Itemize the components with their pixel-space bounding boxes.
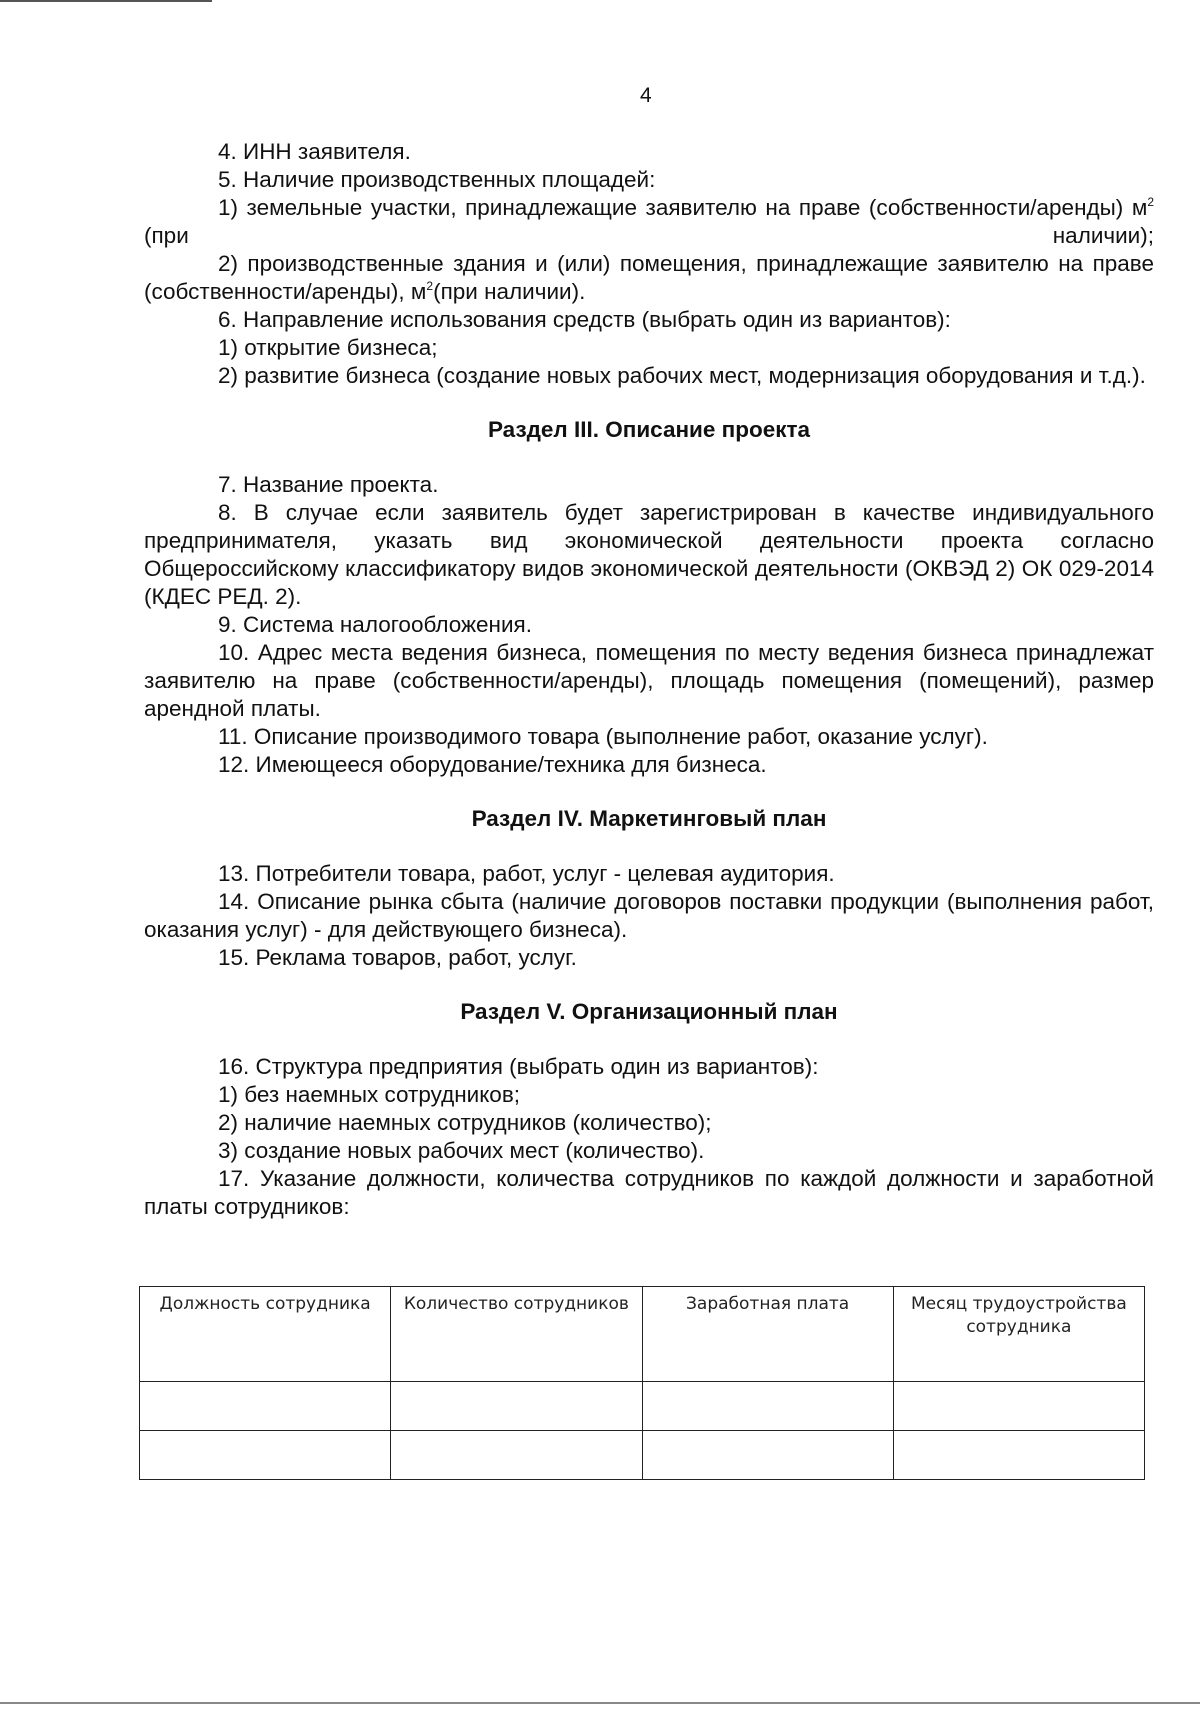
table-cell [893, 1382, 1144, 1431]
header-salary: Заработная плата [642, 1287, 893, 1382]
item-13: 13. Потребители товара, работ, услуг - целевая аудитория. [218, 861, 835, 886]
table-cell [140, 1431, 391, 1480]
item-16-2: 2) наличие наемных сотрудников (количество); [218, 1110, 712, 1135]
item-11: 11. Описание производимого товара (выполнение работ, оказание услуг). [218, 724, 988, 749]
item-6-1: 1) открытие бизнеса; [218, 335, 438, 360]
item-12: 12. Имеющееся оборудование/техника для бизнеса. [218, 752, 767, 777]
item-16-1: 1) без наемных сотрудников; [218, 1082, 521, 1107]
header-position: Должность сотрудника [140, 1287, 391, 1382]
table-header-row [140, 1287, 1145, 1382]
item-6: 6. Направление использования средств (выбрать один из вариантов): [218, 307, 951, 332]
item-4: 4. ИНН заявителя. [218, 139, 411, 164]
table-cell [391, 1382, 642, 1431]
item-16: 16. Структура предприятия (выбрать один из вариантов): [218, 1054, 819, 1079]
table-row [140, 1382, 1145, 1431]
table-row [140, 1431, 1145, 1480]
item-16-3: 3) создание новых рабочих мест (количество). [218, 1138, 705, 1163]
table-cell [391, 1431, 642, 1480]
item-10: 10. Адрес места ведения бизнеса, помещения по месту ведения бизнеса принадлежат заявителю на праве (собственности/аренды), площадь помещения (помещений), размер арендной платы. [144, 640, 1154, 721]
item-17: 17. Указание должности, количества сотрудников по каждой должности и заработной платы сотрудников: [144, 1166, 1154, 1219]
item-9: 9. Система налогообложения. [218, 612, 532, 637]
item-14: 14. Описание рынка сбыта (наличие договоров поставки продукции (выполнения работ, оказания услуг) - для действующего бизнеса). [144, 889, 1154, 942]
document-body [144, 138, 1154, 1221]
section-5-title: Раздел V. Организационный план [460, 999, 838, 1024]
section-3-title: Раздел III. Описание проекта [487, 417, 811, 442]
scan-edge-top [0, 0, 212, 2]
page-number: 4 [640, 84, 652, 107]
item-7: 7. Название проекта. [218, 472, 439, 497]
item-5: 5. Наличие производственных площадей: [218, 167, 656, 192]
header-employee-count: Количество сотрудников [391, 1287, 642, 1382]
item-8: 8. В случае если заявитель будет зарегистрирован в качестве индивидуального предпринимателя, указать вид экономической деятельности проекта согласно Общероссийскому классификатору видов экономической деятельности (ОКВЭД 2) ОК 029-2014 (КДЕС РЕД. 2). [144, 500, 1154, 609]
item-5-1: 1) земельные участки, принадлежащие заявителю на праве (собственности/аренды) $м^2$ (при наличии); [144, 195, 1154, 248]
item-5-2: 2) производственные здания и (или) помещения, принадлежащие заявителю на праве (собственности/аренды), $м^2(при$ наличии). [144, 251, 1154, 304]
item-6-2: 2) развитие бизнеса (создание новых рабочих мест, модернизация оборудования и т.д.). [218, 363, 1146, 388]
item-15: 15. Реклама товаров, работ, услуг. [218, 945, 577, 970]
scan-edge-bottom [0, 1702, 1200, 1704]
table-cell [893, 1431, 1144, 1480]
table-cell [642, 1431, 893, 1480]
table-cell [642, 1382, 893, 1431]
table-cell [140, 1382, 391, 1431]
staff-table [139, 1286, 1145, 1480]
section-4-title: Раздел IV. Маркетинговый план [471, 806, 827, 831]
header-hire-month: Месяц трудоустройства сотрудника [893, 1287, 1144, 1382]
